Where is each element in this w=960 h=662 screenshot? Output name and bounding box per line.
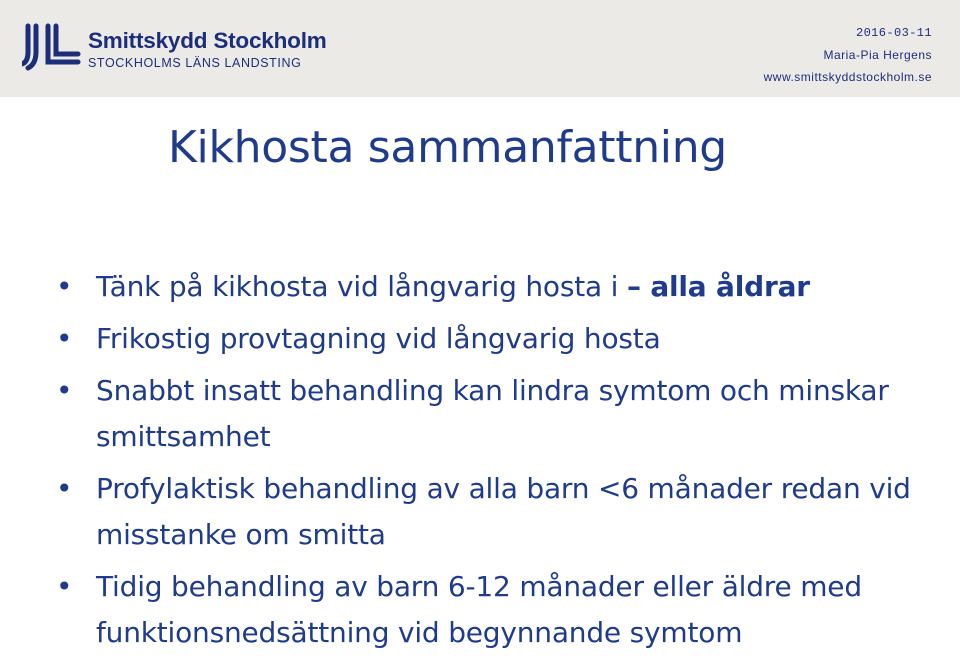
bullet-text: Snabbt insatt behandling kan lindra symtom och minskar smittsamhet bbox=[96, 374, 889, 453]
logo-name: Smittskydd Stockholm bbox=[88, 28, 327, 53]
organization-logo bbox=[22, 22, 372, 74]
bullet-item bbox=[52, 316, 942, 362]
bullet-text: Profylaktisk behandling av alla barn <6 månader redan vid misstanke om smitta bbox=[96, 472, 911, 551]
bullet-item bbox=[52, 564, 942, 656]
logo-subtitle: STOCKHOLMS LÄNS LANDSTING bbox=[88, 56, 302, 70]
slide-header bbox=[0, 0, 960, 97]
slide-meta bbox=[764, 22, 932, 88]
bullet-item bbox=[52, 264, 942, 310]
bullet-item bbox=[52, 368, 942, 460]
bullet-text: Frikostig provtagning vid långvarig hosta bbox=[96, 322, 661, 355]
slide-author: Maria-Pia Hergens bbox=[823, 48, 932, 62]
bullet-list bbox=[52, 264, 942, 662]
website-link[interactable]: www.smittskyddstockholm.se bbox=[763, 70, 932, 84]
bullet-text: Tänk på kikhosta vid långvarig hosta i bbox=[96, 270, 627, 303]
slide-title: Kikhosta sammanfattning bbox=[168, 122, 727, 173]
bullet-emphasis: – alla åldrar bbox=[626, 270, 810, 303]
stockholm-county-council-logo-icon bbox=[22, 22, 82, 72]
slide-date: 2016-03-11 bbox=[855, 26, 932, 40]
bullet-item bbox=[52, 466, 942, 558]
bullet-text: Tidig behandling av barn 6-12 månader eller äldre med funktionsnedsättning vid begynnande symtom bbox=[96, 570, 862, 649]
